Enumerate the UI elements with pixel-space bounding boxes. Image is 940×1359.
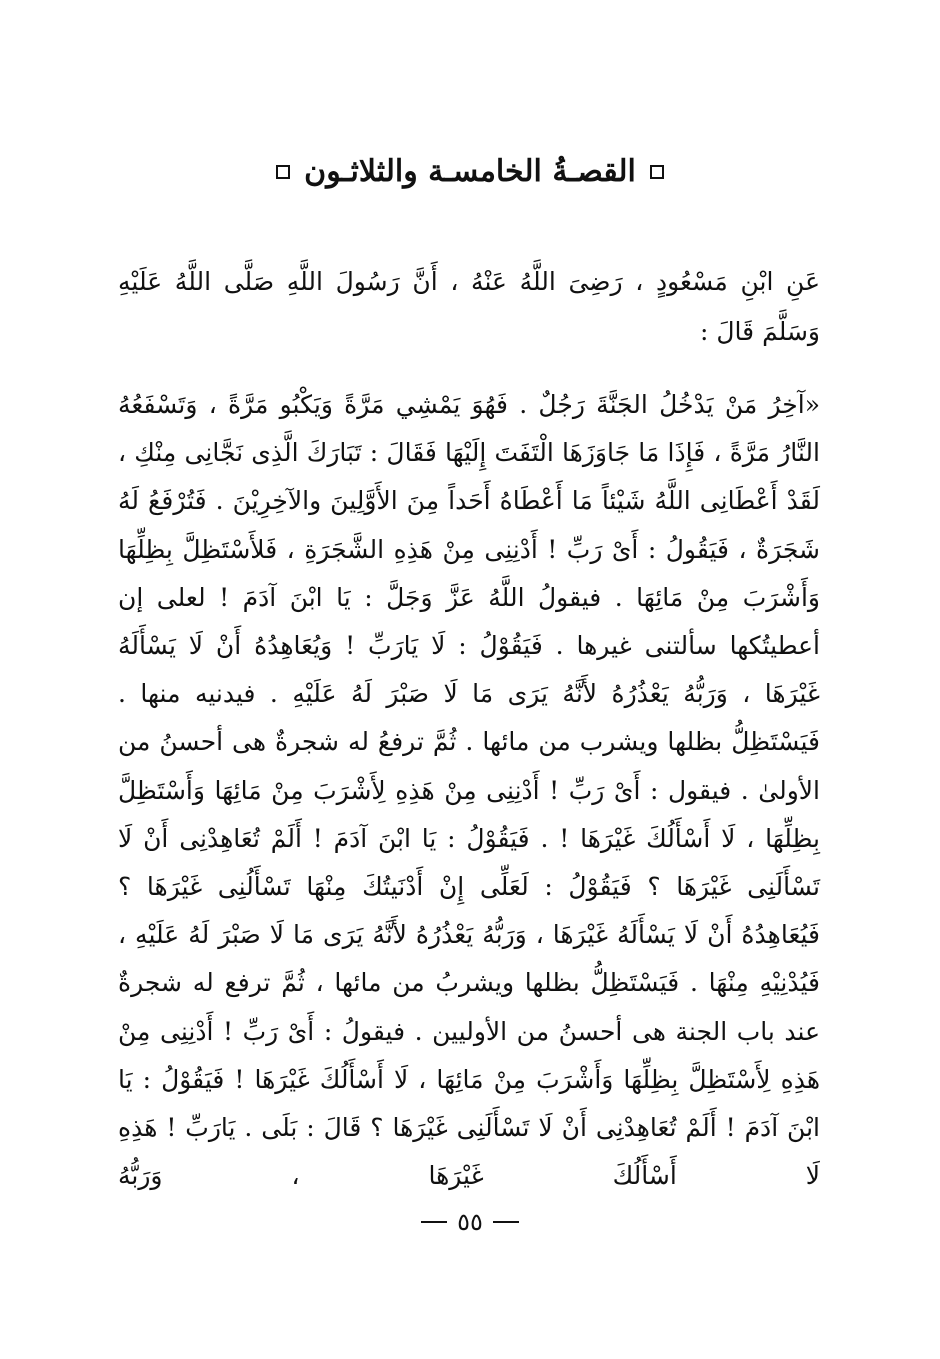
- footer-dash-right: [493, 1221, 519, 1223]
- page-footer: [370, 1202, 570, 1242]
- story-title-row: [120, 148, 820, 196]
- title-box-left-ornament: [276, 165, 290, 179]
- footer-dash-left: [421, 1221, 447, 1223]
- page-number: ٥٥: [457, 1208, 483, 1236]
- title-box-right-ornament: [650, 165, 664, 179]
- story-intro-paragraph: عَنِ ابْنِ مَسْعُودٍ ، رَضِىَ اللَّهُ عَنْهُ ، أَنَّ رَسُولَ اللَّهِ صَلَّى اللَّهُ عَلَيْهِ وَسَلَّمَ قَالَ :: [118, 267, 820, 346]
- story-title: القصـةُ الخامسـة والثلاثـون: [304, 154, 636, 189]
- story-body-paragraph: «آخِرُ مَنْ يَدْخُلُ الجَنَّةَ رَجُلٌ . فَهُوَ يَمْشِي مَرَّةً وَيَكْبُو مَرَّةً ، وَتَسْفَعُهُ النَّارُ مَرَّةً ، فَإِذَا مَا جَاوَزَهَا الْتَفَتَ إِلَيْهَا فَقَالَ : تَبَارَكَ الَّذِى نَجَّانِى مِنْكِ ، لَقَدْ أَعْطَانِى اللَّهُ شَيْئاً مَا أَعْطَاهُ أَحَداً مِنَ الأَوَّلِينَ والآخِرِيْنَ . فَتُرْفَعُ لَهُ شَجَرَةٌ ، فَيَقُولُ : أَىْ رَبِّ ! أَدْنِنِى مِنْ هَذِهِ الشَّجَرَةِ ، فَلأَسْتَظِلَّ بِظِلِّهَا وَأَشْرَبَ مِنْ مَائِهَا . فيقولُ اللَّهُ عَزَّ وَجَلَّ : يَا ابْنَ آدَمَ ! لعلى إن أعطيتُكها سألتنى غيرها . فَيَقُوْلُ : لَا يَارَبِّ ! وَيُعَاهِدُهُ أَنْ لَا يَسْأَلَهُ غَيْرَهَا ، وَرَبُّهُ يَعْذُرُهُ لأَنَّهُ يَرَى مَا لَا صَبْرَ لَهُ عَلَيْهِ . فيدنيه منها . فَيَسْتَظِلُّ بظلها ويشرب من مائها . ثُمَّ ترفعُ له شجرةٌ هى أحسنُ من الأولىٰ . فيقول : أَىْ رَبِّ ! أَدْنِنِى مِنْ هَذِهِ لِأَشْرَبَ مِنْ مَائِهَا وَأَسْتَظِلَّ بِظِلِّهَا ، لَا أَسْأَلُكَ غَيْرَهَا ! . فَيَقُوْلُ : يَا ابْنَ آدَمَ ! أَلَمْ تُعَاهِدْنِى أَنْ لَا تَسْأَلَنِى غَيْرَهَا ؟ فَيَقُوْلُ : لَعَلِّى إِنْ أَدْنَيتُكَ مِنْهَا تَسْأَلُنِى غَيْرَهَا ؟ فَيُعَاهِدُهُ أَنْ لَا يَسْأَلَهُ غَيْرَهَا ، وَرَبُّهُ يَعْذُرُهُ لأَنَّهُ يَرَى مَا لَا صَبْرَ لَهُ عَلَيْهِ ، فَيُدْنِيْهِ مِنْهَا . فَيَسْتَظِلُّ بظلها ويشربُ من مائها ، ثُمَّ ترفع له شجرةٌ عند باب الجنة هى أحسنُ من الأوليين . فيقولُ : أَىْ رَبِّ ! أَدْنِنِى مِنْ هَذِهِ لِأَسْتَظِلَّ بِظِلِّهَا وَأَشْرَبَ مِنْ مَائِهَا ، لَا أَسْأَلُكَ غَيْرَهَا ! فَيَقُوْلُ : يَا ابْنَ آدَمَ ! أَلَمْ تُعَاهِدْنِى أَنْ لَا تَسْأَلَنِى غَيْرَهَا ؟ قَالَ : بَلَى . يَارَبِّ ! هَذِهِ لَا أَسْأَلُكَ غَيْرَهَا ، وَرَبُّهُ: [118, 390, 820, 1191]
